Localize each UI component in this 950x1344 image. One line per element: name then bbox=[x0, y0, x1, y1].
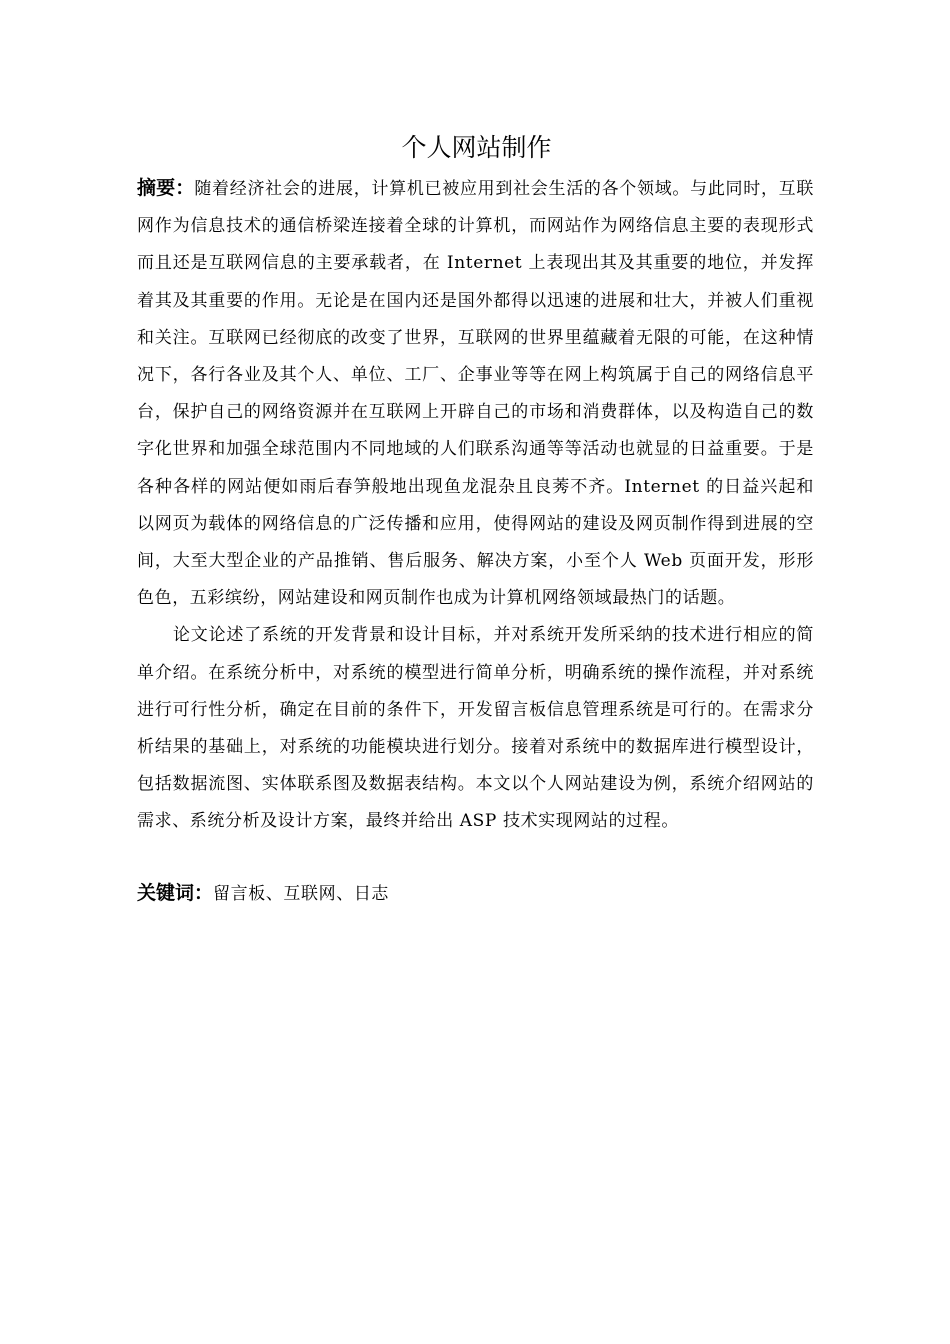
abstract-paragraph-1 bbox=[137, 170, 814, 617]
keywords-line bbox=[137, 875, 814, 913]
abstract-label: 摘要： bbox=[137, 177, 195, 199]
abstract-text-1: 随着经济社会的进展，计算机已被应用到社会生活的各个领域。与此同时，互联网作为信息技术的通信桥梁连接着全球的计算机，而网站作为网络信息主要的表现形式而且还是互联网信息的主要承载者，在 Internet 上表现出其及其重要的地位，并发挥着其及其重要的作用。无论是在国内还是国外都得以迅速的进展和壮大，并被人们重视和关注。互联网已经彻底的改变了世界，互联网的世界里蕴藏着无限的可能，在这种情况下，各行各业及其个人、单位、工厂、企事业等等在网上构筑属于自己的网络信息平台，保护自己的网络资源并在互联网上开辟自己的市场和消费群体，以及构造自己的数字化世界和加强全球范围内不同地域的人们联系沟通等等活动也就显的日益重要。于是各种各样的网站便如雨后春笋般地出现鱼龙混杂且良莠不齐。Internet 的日益兴起和以网页为载体的网络信息的广泛传播和应用，使得网站的建设及网页制作得到进展的空间，大至大型企业的产品推销、售后服务、解决方案，小至个人 Web 页面开发，形形色色，五彩缤纷，网站建设和网页制作也成为计算机网络领域最热门的话题。 bbox=[137, 179, 814, 609]
keywords-text: 留言板、互联网、日志 bbox=[213, 883, 390, 904]
abstract-paragraph-2: 论文论述了系统的开发背景和设计目标，并对系统开发所采纳的技术进行相应的简单介绍。在系统分析中，对系统的模型进行简单分析，明确系统的操作流程，并对系统进行可行性分析，确定在目前的条件下，开发留言板信息管理系统是可行的。在需求分析结果的基础上，对系统的功能模块进行划分。接着对系统中的数据库进行模型设计，包括数据流图、实体联系图及数据表结构。本文以个人网站建设为例，系统介绍网站的需求、系统分析及设计方案，最终并给出 ASP 技术实现网站的过程。 bbox=[137, 625, 814, 832]
page-title: 个人网站制作 bbox=[401, 133, 552, 162]
document-page bbox=[137, 126, 814, 930]
keywords-label: 关键词： bbox=[137, 881, 214, 904]
